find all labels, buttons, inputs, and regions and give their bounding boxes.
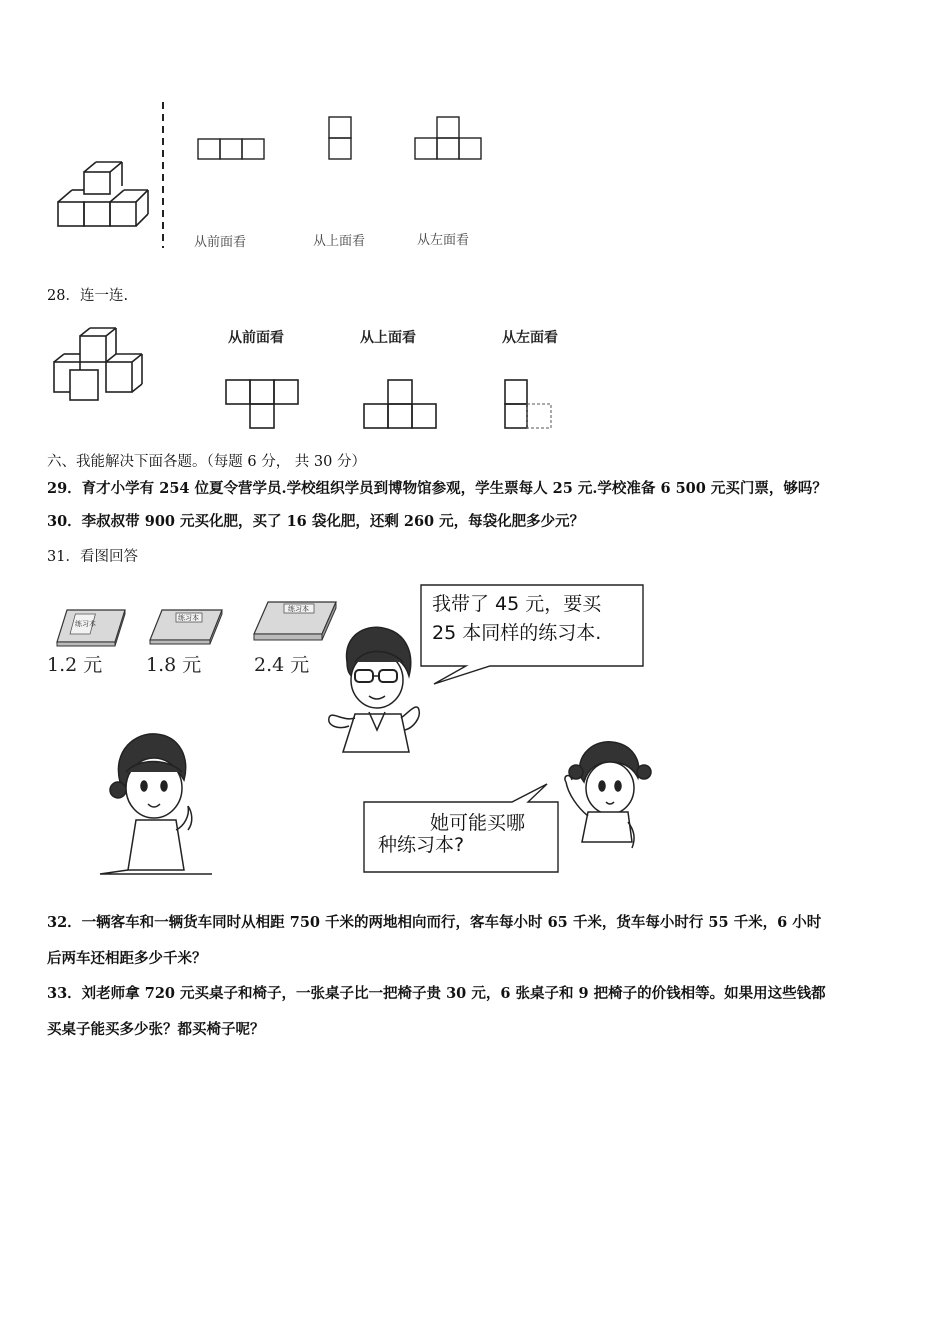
section-6-heading: 六、我能解决下面各题。（每题 6 分， 共 30 分） (47, 454, 366, 470)
girl-waving-illustration (562, 738, 652, 856)
girl-bubble-line-1: 她可能买哪 (430, 812, 526, 834)
q28-view-top-t (362, 378, 442, 430)
question-32-line-2: 后两车还相距多少千米？ (47, 950, 207, 967)
top-view-label-front: 从前面看 (194, 235, 247, 250)
q28-cube-solid (50, 326, 150, 406)
question-29: 29．育才小学有 254 位夏令营学员.学校组织学员到博物馆参观，学生票每人 25 元.学校准备 6 500 元买门票，够吗？ (47, 480, 827, 497)
teacher-illustration (325, 622, 425, 762)
teacher-bubble-line-2: 25 本同样的练习本. (432, 622, 602, 644)
top-view-label-top: 从上面看 (313, 234, 366, 249)
question-33-line-1: 33．刘老师拿 720 元买桌子和椅子，一张桌子比一把椅子贵 30 元，6 张桌子和 9 把椅子的价钱相等。如果用这些钱都 (47, 985, 826, 1002)
q28-view-label-front: 从前面看 (228, 330, 284, 346)
q28-view-label-top: 从上面看 (360, 330, 416, 346)
book-1 (55, 608, 127, 648)
top-top-view (327, 115, 353, 161)
dashed-divider (160, 102, 166, 248)
top-view-label-left: 从左面看 (417, 233, 470, 248)
top-cube-solid (50, 158, 150, 233)
q28-view-left-l (503, 378, 559, 430)
question-31: 31．看图回答 (47, 549, 138, 565)
book-1-title: 练习本 (75, 620, 96, 628)
top-left-view (413, 115, 483, 161)
top-front-view (196, 137, 266, 161)
q28-view-front-cross (224, 378, 304, 430)
question-28: 28．连一连. (47, 288, 129, 304)
teacher-bubble-line-1: 我带了 45 元，要买 (432, 593, 602, 615)
book-2-price: 1.8 元 (146, 654, 202, 676)
book-3-price: 2.4 元 (254, 654, 310, 676)
girl-bubble-line-2: 种练习本? (378, 834, 465, 856)
book-2-title: 练习本 (178, 614, 199, 622)
question-30: 30．李叔叔带 900 元买化肥，买了 16 袋化肥，还剩 260 元，每袋化肥多少元？ (47, 513, 585, 530)
question-33-line-2: 买桌子能买多少张？都买椅子呢？ (47, 1021, 265, 1038)
q28-view-label-left: 从左面看 (502, 330, 558, 346)
book-1-price: 1.2 元 (47, 654, 103, 676)
girl-pointing-illustration (98, 730, 214, 876)
book-3-title: 练习本 (288, 605, 309, 613)
book-2 (148, 608, 224, 646)
question-32-line-1: 32．一辆客车和一辆货车同时从相距 750 千米的两地相向而行，客车每小时 65 千米，货车每小时行 55 千米，6 小时 (47, 914, 822, 931)
